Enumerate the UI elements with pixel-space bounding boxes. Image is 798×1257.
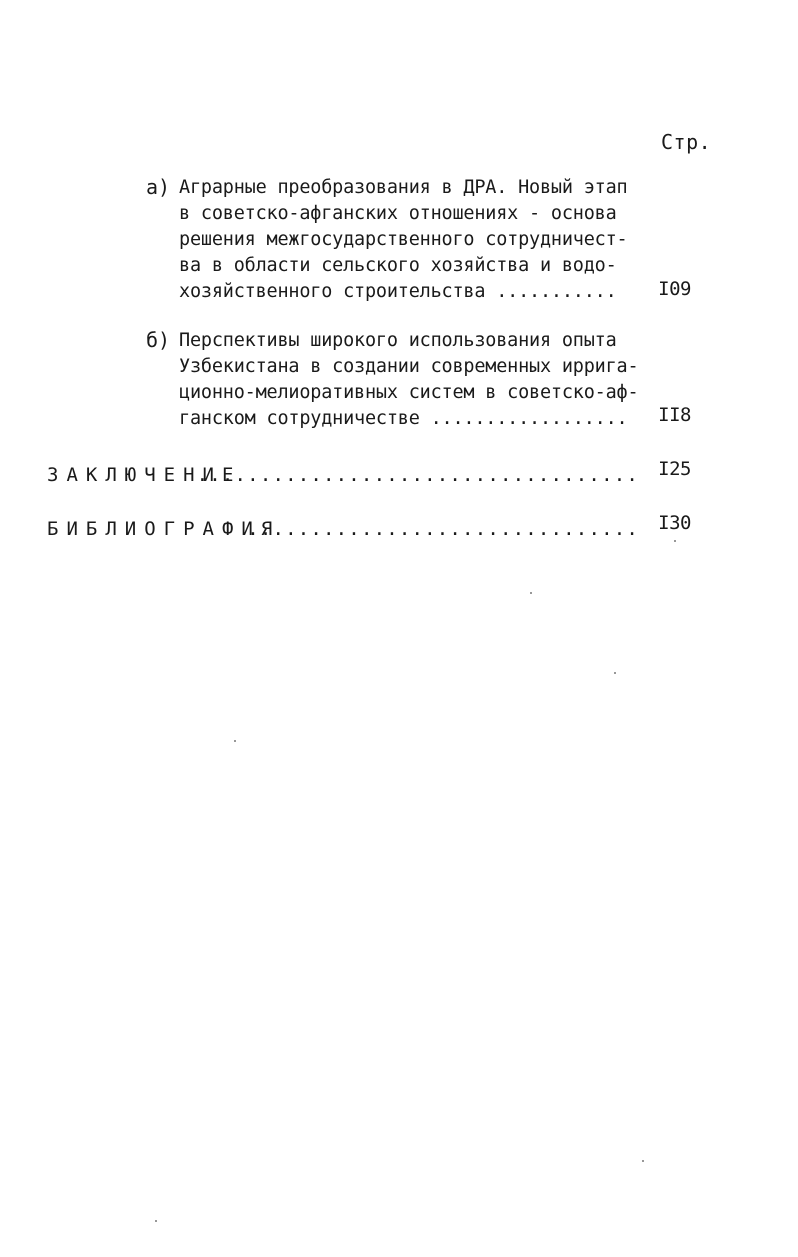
- toc-entry-page-number: II8: [658, 404, 691, 426]
- toc-entry-marker: б): [146, 328, 171, 352]
- toc-entry-marker: а): [146, 175, 171, 199]
- scan-speck: [234, 740, 236, 742]
- toc-entry-b: [146, 328, 691, 438]
- dot-leader: ...........: [496, 281, 617, 302]
- toc-section-bibliography: [47, 512, 691, 548]
- toc-section-title: ЗАКЛЮЧЕНИЕ: [47, 464, 242, 486]
- dot-leader: ..................: [430, 408, 628, 429]
- scan-speck: [155, 1220, 157, 1222]
- toc-entry-line: Перспективы широкого использования опыта: [179, 330, 617, 351]
- toc-entry-last-line: [179, 279, 639, 305]
- toc-entry-page-number: I09: [658, 278, 691, 300]
- toc-section-page-number: I25: [658, 458, 691, 480]
- toc-section-title: БИБЛИОГРАФИЯ: [47, 518, 281, 540]
- toc-entry-text: [179, 175, 639, 305]
- toc-section-page-number: I30: [658, 512, 691, 534]
- toc-entry-line: хозяйственного строительства: [179, 281, 486, 302]
- toc-entry-a: [146, 175, 691, 310]
- scan-speck: [642, 1160, 644, 1162]
- dot-leader: ...................................: [196, 464, 639, 486]
- dot-leader: ...............................: [247, 518, 639, 540]
- toc-section-conclusion: [47, 458, 691, 494]
- toc-entry-line: ционно-мелиоративных систем в советско-аф-: [179, 382, 639, 403]
- toc-entry-line: ва в области сельского хозяйства и водо-: [179, 255, 617, 276]
- page-column-label: Стр.: [661, 130, 712, 154]
- toc-entry-last-line: [179, 406, 639, 432]
- toc-entry-text: [179, 328, 639, 432]
- scan-speck: [530, 592, 532, 594]
- toc-entry-line: решения межгосударственного сотрудничест-: [179, 229, 628, 250]
- toc-entry-line: Аграрные преобразования в ДРА. Новый этап: [179, 177, 628, 198]
- scan-speck: [674, 540, 676, 542]
- toc-entry-line: в советско-афганских отношениях - основа: [179, 203, 617, 224]
- toc-entry-line: Узбекистана в создании современных ирригa-: [179, 356, 639, 377]
- scan-speck: [614, 672, 616, 674]
- toc-entry-line: ганском сотрудничестве: [179, 408, 420, 429]
